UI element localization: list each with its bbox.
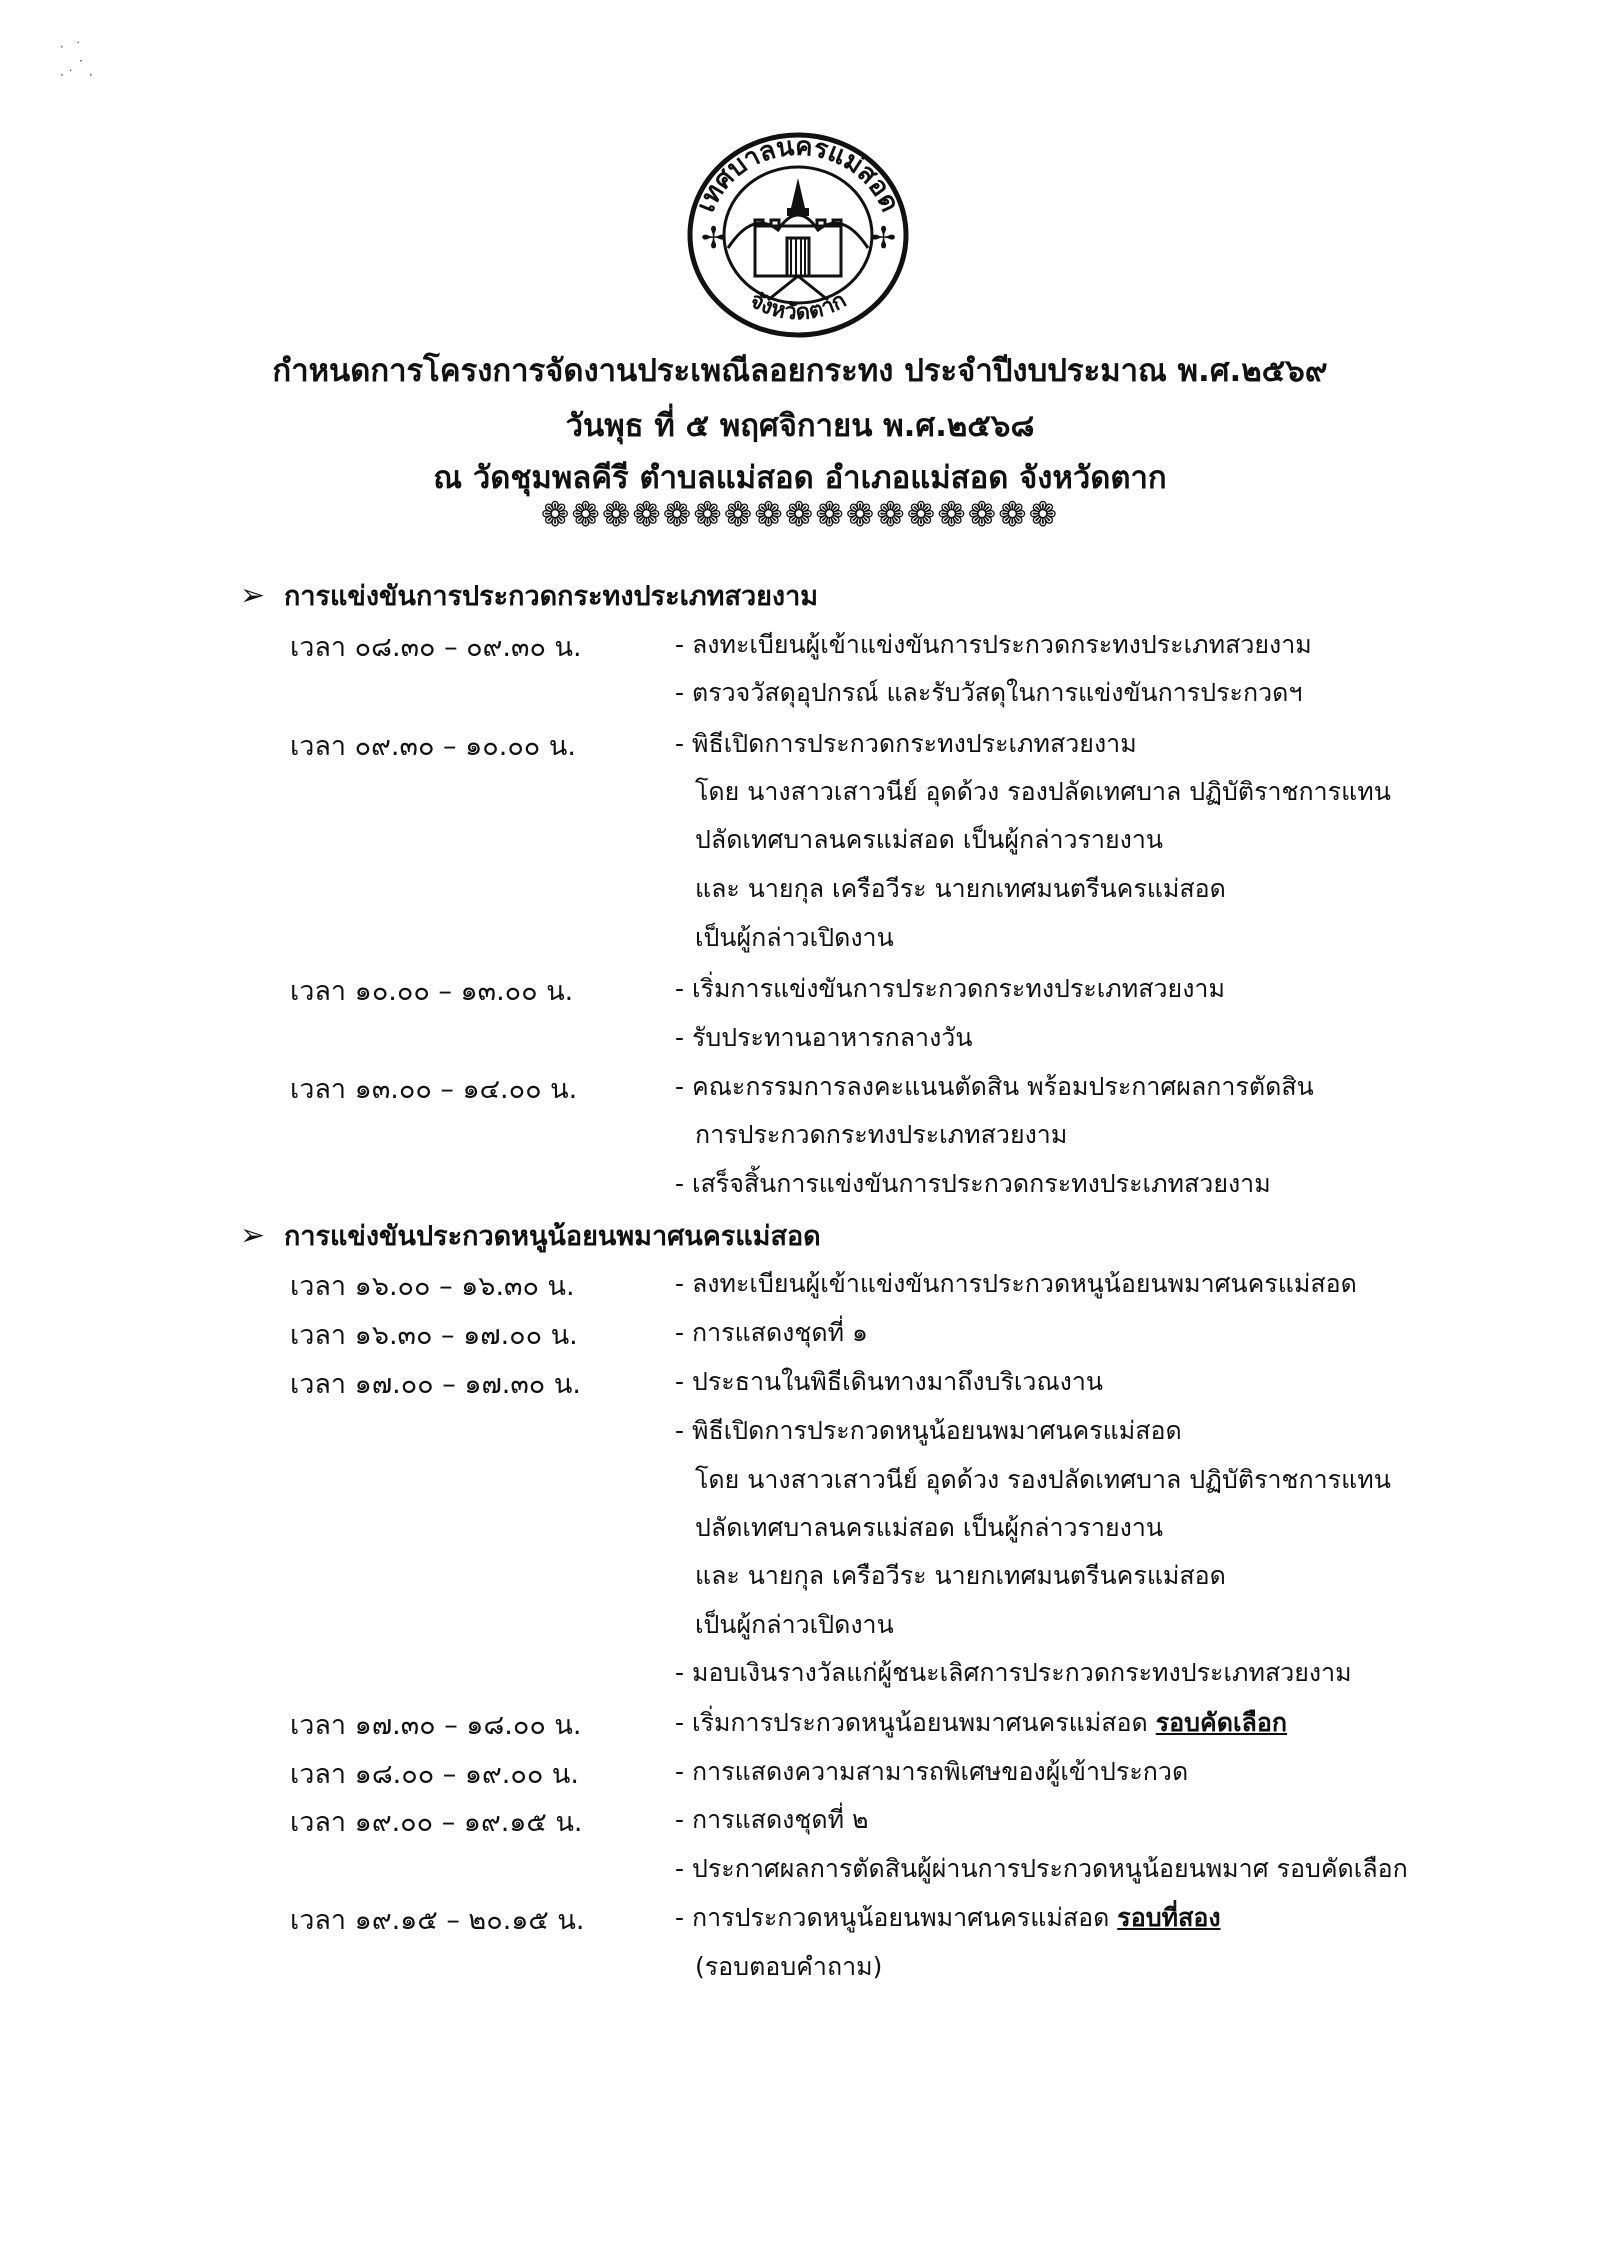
schedule-item: - ตรวจวัสดุอุปกรณ์ และรับวัสดุในการแข่งขันการประกวดฯ <box>675 678 1303 707</box>
schedule-item: - คณะกรรมการลงคะแนนตัดสิน พร้อมประกาศผลการตัดสิน <box>675 1072 1314 1101</box>
svg-text:✢: ✢ <box>701 221 727 256</box>
time-slot: เวลา ๑๗.๓๐ – ๑๘.๐๐ น. <box>290 1710 582 1741</box>
schedule-item-text: - เริ่มการประกวดหนูน้อยนพมาศนครแม่สอด <box>675 1708 1156 1737</box>
section-1-heading <box>240 574 818 617</box>
event-date: วันพุธ ที่ ๕ พฤศจิกายน พ.ศ.๒๕๖๘ <box>565 408 1035 444</box>
section-2-title: การแข่งขันประกวดหนูน้อยนพมาศนครแม่สอด <box>284 1221 821 1252</box>
seal-ring-text: เทศบาลนครแม่สอด <box>690 131 905 217</box>
schedule-item: - ประกาศผลการตัดสินผู้ผ่านการประกวดหนูน้อยนพมาศ รอบคัดเลือก <box>675 1854 1408 1883</box>
time-slot: เวลา ๑๐.๐๐ – ๑๓.๐๐ น. <box>290 976 574 1007</box>
section-2-heading <box>240 1214 821 1257</box>
schedule-item: - ลงทะเบียนผู้เข้าแข่งขันการประกวดหนูน้อยนพมาศนครแม่สอด <box>675 1269 1357 1298</box>
schedule-item: การประกวดกระทงประเภทสวยงาม <box>695 1120 1068 1149</box>
schedule-item: โดย นางสาวเสาวนีย์ อุดด้วง รองปลัดเทศบาล ปฏิบัติราชการแทน <box>695 1465 1391 1494</box>
schedule-item <box>675 1703 1287 1743</box>
schedule-item: - พิธีเปิดการประกวดหนูน้อยนพมาศนครแม่สอด <box>675 1416 1182 1445</box>
schedule-item: - การแสดงชุดที่ ๒ <box>675 1805 869 1834</box>
municipality-seal-logo <box>683 130 913 340</box>
round-label-underlined: รอบที่สอง <box>1117 1903 1221 1932</box>
schedule-item: - พิธีเปิดการประกวดกระทงประเภทสวยงาม <box>675 729 1137 758</box>
schedule-item: เป็นผู้กล่าวเปิดงาน <box>695 923 894 952</box>
schedule-item: โดย นางสาวเสาวนีย์ อุดด้วง รองปลัดเทศบาล ปฏิบัติราชการแทน <box>695 777 1391 806</box>
scan-specks: · ˙ · · ˙ · <box>60 40 93 82</box>
schedule-item: - การแสดงชุดที่ ๑ <box>675 1318 868 1347</box>
schedule-item: (รอบตอบคำถาม) <box>695 1952 883 1981</box>
schedule-item: ปลัดเทศบาลนครแม่สอด เป็นผู้กล่าวรายงาน <box>695 825 1163 854</box>
time-slot: เวลา ๑๙.๑๕ – ๒๐.๑๕ น. <box>290 1905 585 1936</box>
schedule-item: เป็นผู้กล่าวเปิดงาน <box>695 1610 894 1639</box>
time-slot: เวลา ๐๙.๓๐ – ๑๐.๐๐ น. <box>290 731 576 762</box>
flower-divider: ❁❁❁❁❁❁❁❁❁❁❁❁❁❁❁❁❁ <box>540 495 1060 535</box>
round-label-underlined: รอบคัดเลือก <box>1155 1708 1288 1737</box>
schedule-item: - ลงทะเบียนผู้เข้าแข่งขันการประกวดกระทงประเภทสวยงาม <box>675 630 1312 659</box>
schedule-item: ปลัดเทศบาลนครแม่สอด เป็นผู้กล่าวรายงาน <box>695 1513 1163 1542</box>
schedule-item: - เสร็จสิ้นการแข่งขันการประกวดกระทงประเภทสวยงาม <box>675 1169 1271 1198</box>
event-venue: ณ วัดชุมพลคีรี ตำบลแม่สอด อำเภอแม่สอด จังหวัดตาก <box>433 460 1167 496</box>
svg-text:✢: ✢ <box>871 221 897 256</box>
svg-text:จังหวัดตาก <box>745 288 851 326</box>
time-slot: เวลา ๑๓.๐๐ – ๑๔.๐๐ น. <box>290 1074 578 1105</box>
schedule-item: - ประธานในพิธีเดินทางมาถึงบริเวณงาน <box>675 1367 1103 1396</box>
arrow-bullet-icon: ➢ <box>240 578 266 613</box>
schedule-item <box>675 1898 1221 1938</box>
section-1-title: การแข่งขันการประกวดกระทงประเภทสวยงาม <box>284 581 819 612</box>
arrow-bullet-icon: ➢ <box>240 1218 266 1253</box>
schedule-item: - การแสดงความสามารถพิเศษของผู้เข้าประกวด <box>675 1757 1189 1786</box>
schedule-item: และ นายกุล เครือวีระ นายกเทศมนตรีนครแม่สอด <box>695 874 1226 903</box>
schedule-item: - เริ่มการแข่งขันการประกวดกระทงประเภทสวยงาม <box>675 974 1225 1003</box>
time-slot: เวลา ๑๖.๐๐ – ๑๖.๓๐ น. <box>290 1271 575 1302</box>
schedule-item: และ นายกุล เครือวีระ นายกเทศมนตรีนครแม่สอด <box>695 1561 1226 1590</box>
schedule-item: - รับประทานอาหารกลางวัน <box>675 1023 973 1052</box>
time-slot: เวลา ๑๗.๐๐ – ๑๗.๓๐ น. <box>290 1369 581 1400</box>
time-slot: เวลา ๑๙.๐๐ – ๑๙.๑๕ น. <box>290 1807 583 1838</box>
seal-bottom-text: จังหวัดตาก <box>745 287 851 326</box>
schedule-item: - มอบเงินรางวัลแก่ผู้ชนะเลิศการประกวดกระทงประเภทสวยงาม <box>675 1658 1352 1687</box>
time-slot: เวลา ๑๖.๓๐ – ๑๗.๐๐ น. <box>290 1320 578 1351</box>
time-slot: เวลา ๑๘.๐๐ – ๑๙.๐๐ น. <box>290 1759 579 1790</box>
schedule-item-text: - การประกวดหนูน้อยนพมาศนครแม่สอด <box>675 1903 1118 1932</box>
document-title: กำหนดการโครงการจัดงานประเพณีลอยกระทง ประจำปีงบประมาณ พ.ศ.๒๕๖๙ <box>272 353 1328 389</box>
time-slot: เวลา ๐๘.๓๐ – ๐๙.๓๐ น. <box>290 632 582 663</box>
